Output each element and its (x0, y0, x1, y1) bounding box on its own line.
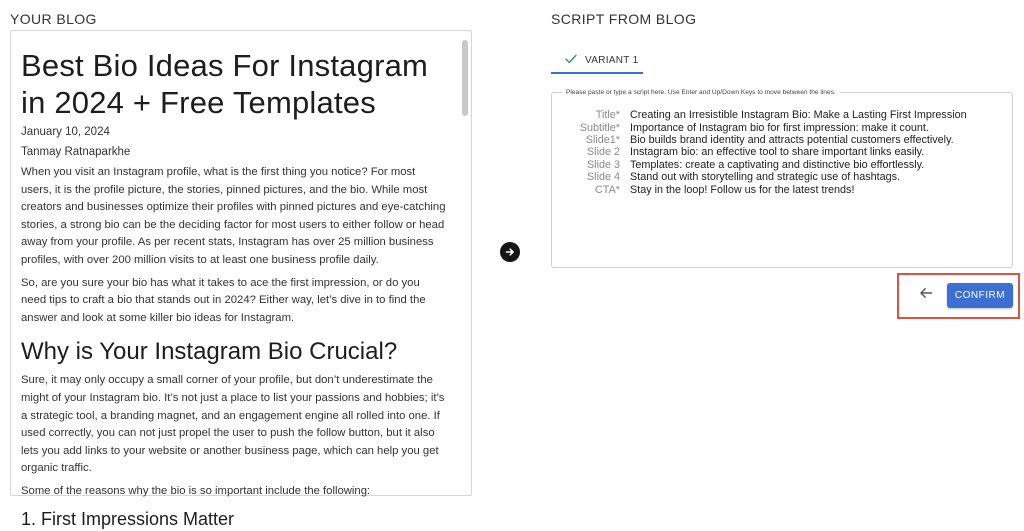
script-line[interactable] (552, 121, 1012, 133)
arrow-right-icon (500, 242, 520, 262)
script-line-label (552, 109, 620, 121)
script-line[interactable] (552, 159, 1012, 171)
script-line-label (552, 122, 620, 134)
script-instructions: Please paste or type a script here. Use Enter and Up/Down Keys to move between the lines. (562, 88, 840, 98)
script-line[interactable] (552, 134, 1012, 146)
blog-date: January 10, 2024 (21, 126, 110, 138)
blog-panel[interactable] (10, 30, 472, 529)
script-line-label-text: CTA (595, 183, 616, 196)
script-lines (552, 109, 1012, 196)
blog-scrollbar[interactable] (462, 35, 468, 491)
required-marker: * (615, 183, 620, 196)
variant-tab-bar (551, 48, 1011, 74)
your-blog-heading: YOUR BLOG (10, 11, 97, 27)
script-line-text[interactable]: Stay in the loop! Follow us for the latest trends! (630, 183, 855, 196)
script-from-blog-heading: SCRIPT FROM BLOG (551, 11, 697, 27)
script-line[interactable] (552, 146, 1012, 158)
arrow-left-icon (919, 286, 933, 304)
script-line-text[interactable]: Importance of Instagram bio for first impression: make it count. (630, 121, 929, 134)
required-marker: * (615, 121, 620, 134)
script-line[interactable] (552, 171, 1012, 183)
script-line-text[interactable]: Creating an Irresistible Instagram Bio: Make a Lasting First Impression (630, 109, 967, 122)
blog-subsection-heading: 1. First Impressions Matter (21, 508, 235, 529)
blog-paragraph: So, are you sure your bio has what it takes to ace the first impression, or do you need tips to craft a bio that stands out in 2024? Either way, let’s dive in to find the answer and look at some killer bio ideas for Instagram. (21, 276, 426, 324)
tab-variant-1[interactable] (551, 48, 643, 74)
script-line[interactable] (552, 183, 1012, 195)
confirm-button[interactable]: CONFIRM (947, 283, 1013, 308)
required-marker: * (615, 133, 620, 146)
script-line-label-text: Title (595, 109, 616, 122)
check-icon (565, 51, 577, 69)
script-line-text[interactable]: Templates: create a captivating and distinctive bio effortlessly. (630, 158, 925, 171)
scrollbar-thumb[interactable] (462, 40, 468, 116)
script-editor[interactable] (551, 89, 1013, 268)
script-line-label (552, 146, 620, 158)
script-line-label-text: Subtitle (579, 121, 616, 134)
script-line[interactable] (552, 109, 1012, 121)
tab-label: VARIANT 1 (585, 54, 639, 66)
script-line-label-text: Slide 3 (586, 158, 620, 171)
blog-paragraph: Some of the reasons why the bio is so important include the following: (21, 484, 371, 497)
script-line-text[interactable]: Stand out with storytelling and strategic use of hashtags. (630, 171, 901, 184)
script-line-label (552, 159, 620, 171)
required-marker: * (615, 109, 620, 122)
script-line-label (552, 134, 620, 146)
script-line-label-text: Slide 2 (586, 146, 620, 159)
script-line-text[interactable]: Bio builds brand identity and attracts potential customers effectively. (630, 133, 954, 146)
blog-section-heading: Why is Your Instagram Bio Crucial? (21, 338, 398, 366)
script-line-label-text: Slide1 (585, 133, 616, 146)
blog-paragraph: Sure, it may only occupy a small corner of your profile, but don’t underestimate the might of your Instagram bio. It’s not just a place to list your passions and hobbies; it’s a strategic tool, a branding magnet, and an engagement engine all rolled into one. If used correctly, you can not just propel the user to push the follow button, but it also lets you add links to your website or another business page, which can help you get organic traffic. (21, 374, 445, 475)
back-button[interactable] (914, 283, 938, 307)
blog-content (11, 31, 457, 529)
blog-paragraph: When you visit an Instagram profile, what is the first thing you notice? For most users, it is the profile picture, the stories, pinned pictures, and the bio. While most creators and businesses optimize their profiles with pinned pictures and eye-catching stories, a strong bio can be the deciding factor for most users to either follow or head away from your profile. As per recent stats, Instagram has over 25 million business profiles, with over 200 million visits to at least one business profile daily. (21, 166, 446, 266)
script-line-label-text: Slide 4 (586, 171, 620, 184)
blog-author: Tanmay Ratnaparkhe (21, 146, 131, 158)
script-line-label (552, 171, 620, 183)
script-line-label (552, 184, 620, 196)
script-line-text[interactable]: Instagram bio: an effective tool to share important links easily. (630, 146, 925, 159)
blog-title: Best Bio Ideas For Instagram in 2024 + Free Templates (21, 48, 429, 120)
